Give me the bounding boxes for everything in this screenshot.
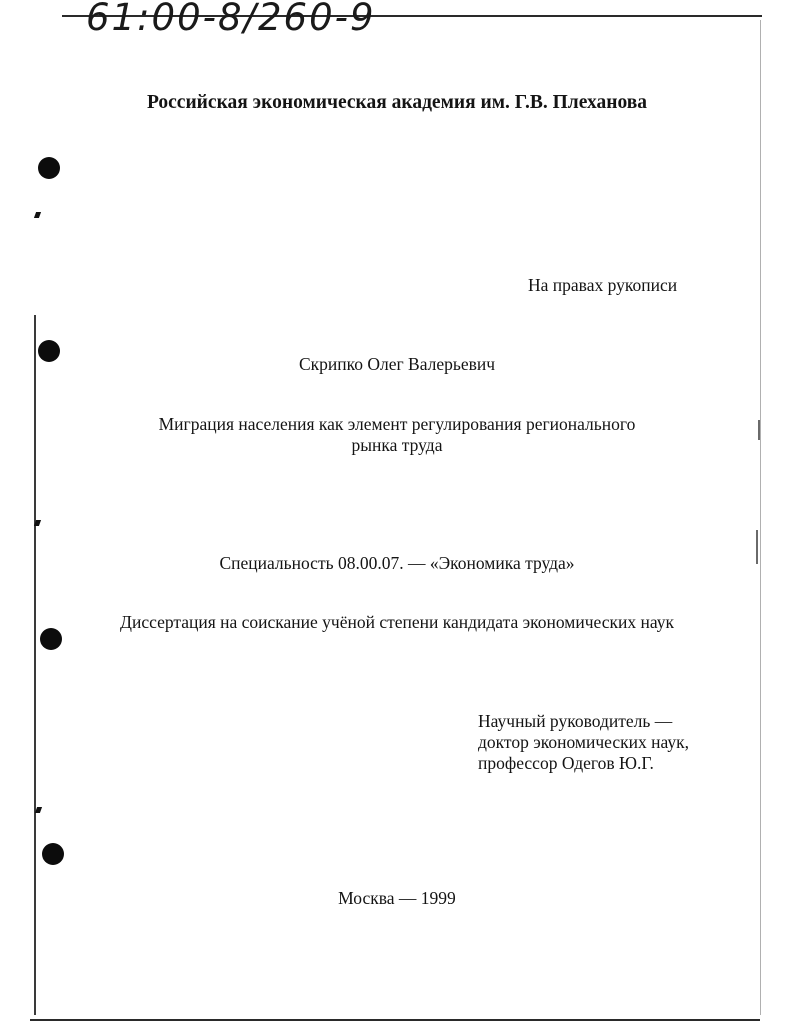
degree-line: Диссертация на соискание учёной степени кандидата экономических наук xyxy=(120,612,674,632)
author-name: Скрипко Олег Валерьевич xyxy=(298,354,496,374)
scan-right-edge-line xyxy=(760,20,761,1015)
city-year: Москва — 1999 xyxy=(338,888,456,908)
manuscript-rights-note: На правах рукописи xyxy=(528,275,678,295)
supervisor-label: Научный руководитель — xyxy=(478,711,673,731)
binder-hole xyxy=(38,157,60,179)
specialty-line: Специальность 08.00.07. — «Экономика труда» xyxy=(219,553,575,573)
scan-bottom-edge-line xyxy=(30,1019,760,1021)
scan-mark xyxy=(34,520,41,526)
dissertation-title-line-2: рынка труда xyxy=(351,435,443,455)
scan-mark xyxy=(35,807,42,813)
dissertation-title-line-1: Миграция населения как элемент регулирования регионального xyxy=(158,414,636,434)
archive-number: 61:00-8/260-9 xyxy=(86,0,376,39)
supervisor-degree: доктор экономических наук, xyxy=(478,732,689,752)
binder-hole xyxy=(42,843,64,865)
institution-heading: Российская экономическая академия им. Г.В. Плеханова xyxy=(146,92,648,113)
supervisor-name: профессор Одегов Ю.Г. xyxy=(478,753,654,773)
scan-mark xyxy=(34,212,41,218)
